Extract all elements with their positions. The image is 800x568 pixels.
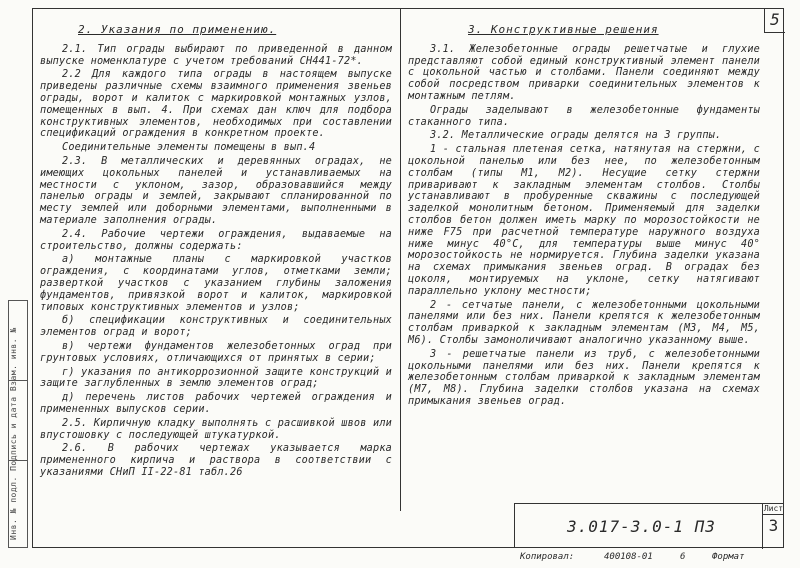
paragraph: 3 - решетчатые панели из труб, с железобетонными цокольными панелями или без них. Панели крепятся к железобетонным столбам приваркой к закладным элементам (М7, М8). Глубина заделки столбов указана на схемах примыкания звеньев оград. (408, 348, 760, 407)
paragraph: 2.6. В рабочих чертежах указывается марка примененного кирпича и раствора в соответствии с указаниями СНиП II-22-81 табл.26 (40, 443, 392, 478)
section-3-heading: 3. Конструктивные решения (468, 23, 659, 36)
sheet-number-cell (762, 504, 784, 549)
order-number: 400108-01 (604, 552, 653, 562)
right-column (408, 24, 760, 410)
sheet-number: 3 (768, 516, 779, 535)
paragraph: 2.5. Кирпичную кладку выполнять с расшивкой швов или впустошовку с последующей штукатуркой. (40, 417, 392, 441)
format-label: Формат (712, 552, 745, 562)
paragraph: 2.2 Для каждого типа ограды в настоящем выпуске приведены различные схемы взаимного применения звеньев ограды, ворот и калиток с маркировкой монтажных узлов, помещенных в вып. 4. При схемах дан ключ для подбора конструктивных элементов, необходимых при составлении спецификаций ограждения в конкретном проекте. (40, 69, 392, 140)
paragraph: б) спецификации конструктивных и соединительных элементов оград и ворот; (40, 315, 392, 339)
paragraph: 2 - сетчатые панели, с железобетонными цокольными панелями или без них. Панели крепятся к железобетонным столбам приваркой к закладным элементам (М3, М4, М5, М6). Столбы замоноличивают аналогично указанному выше. (408, 299, 760, 346)
paragraph: 2.1. Тип ограды выбирают по приведенной в данном выпуске номенклатуре с учетом требований СН441-72*. (40, 43, 392, 67)
paragraph: Ограды заделывают в железобетонные фундаменты стаканного типа. (408, 104, 760, 128)
sheet-count: 6 (680, 552, 686, 562)
paragraph: 3.1. Железобетонные ограды решетчатые и глухие представляют собой единый конструктивный элемент панели с цокольной частью и столбами. Панели соединяют между собой посредством приварки соединительных элементов к монтажным петлям. (408, 43, 760, 102)
paragraph: 2.3. В металлических и деревянных оградах, не имеющих цокольных панелей и устанавливаемых на местности с уклоном, зазор, образовавшийся между панелью ограды и землей, закрывают спланированной по месту землей или доборными элементами, выполненными в материале заполнения ограды. (40, 155, 392, 226)
copied-label: Копировал: (520, 552, 575, 562)
column-divider (400, 8, 401, 511)
section-2-heading: 2. Указания по применению. (78, 23, 277, 36)
paragraph: 3.2. Металлические ограды делятся на 3 группы. (430, 130, 722, 142)
title-block (514, 503, 784, 548)
paragraph: в) чертежи фундаментов железобетонных оград при грунтовых условиях, отличающихся от принятых в серии; (40, 340, 392, 364)
paragraph: 1 - стальная плетеная сетка, натянутая на стержни, с цокольной панелью или без нее, по железобетонным столбам (типы М1, М2). Несущие сетку стержни приваривают к закладным элементам столбов. Столбы устанавливают в пробуренные скважины с последующей заделкой монолитным бетоном. Применяемый для заделки столбов бетон должен иметь марку по морозостойкости не ниже F75 при расчетной температуре наружного воздуха ниже минус 40°С, для температуры выше минус 40° морозостойкость не нормируется. Глубина заделки указана на схемах примыкания звеньев оград. В оградах без цоколя, монтируемых на уклоне, сетку натягивают параллельно уклону местности; (408, 144, 760, 297)
left-strip-text: Инв. № подл. Подпись и дата Взам. инв. № (9, 327, 18, 540)
paragraph: а) монтажные планы с маркировкой участков ограждения, с координатами углов, отметками земли; разверткой участков с указанием глубины заложения фундаментов, привязкой ворот и калиток, маркировкой типовых конструктивных элементов и узлов; (40, 254, 392, 313)
paragraph: 2.4. Рабочие чертежи ограждения, выдаваемые на строительство, должны содержать: (40, 228, 392, 252)
paragraph: г) указания по антикоррозионной защите конструкций и защите заглубленных в землю элементов оград; (40, 366, 392, 390)
left-column (40, 24, 392, 481)
paragraph: д) перечень листов рабочих чертежей ограждения и примененных выпусков серии. (40, 392, 392, 415)
sheet-label: Лист (763, 504, 784, 513)
paragraph: Соединительные элементы помещены в вып.4 (62, 142, 316, 154)
document-code: 3.017-3.0-1 ПЗ (567, 517, 716, 536)
page-number: 5 (764, 8, 785, 33)
